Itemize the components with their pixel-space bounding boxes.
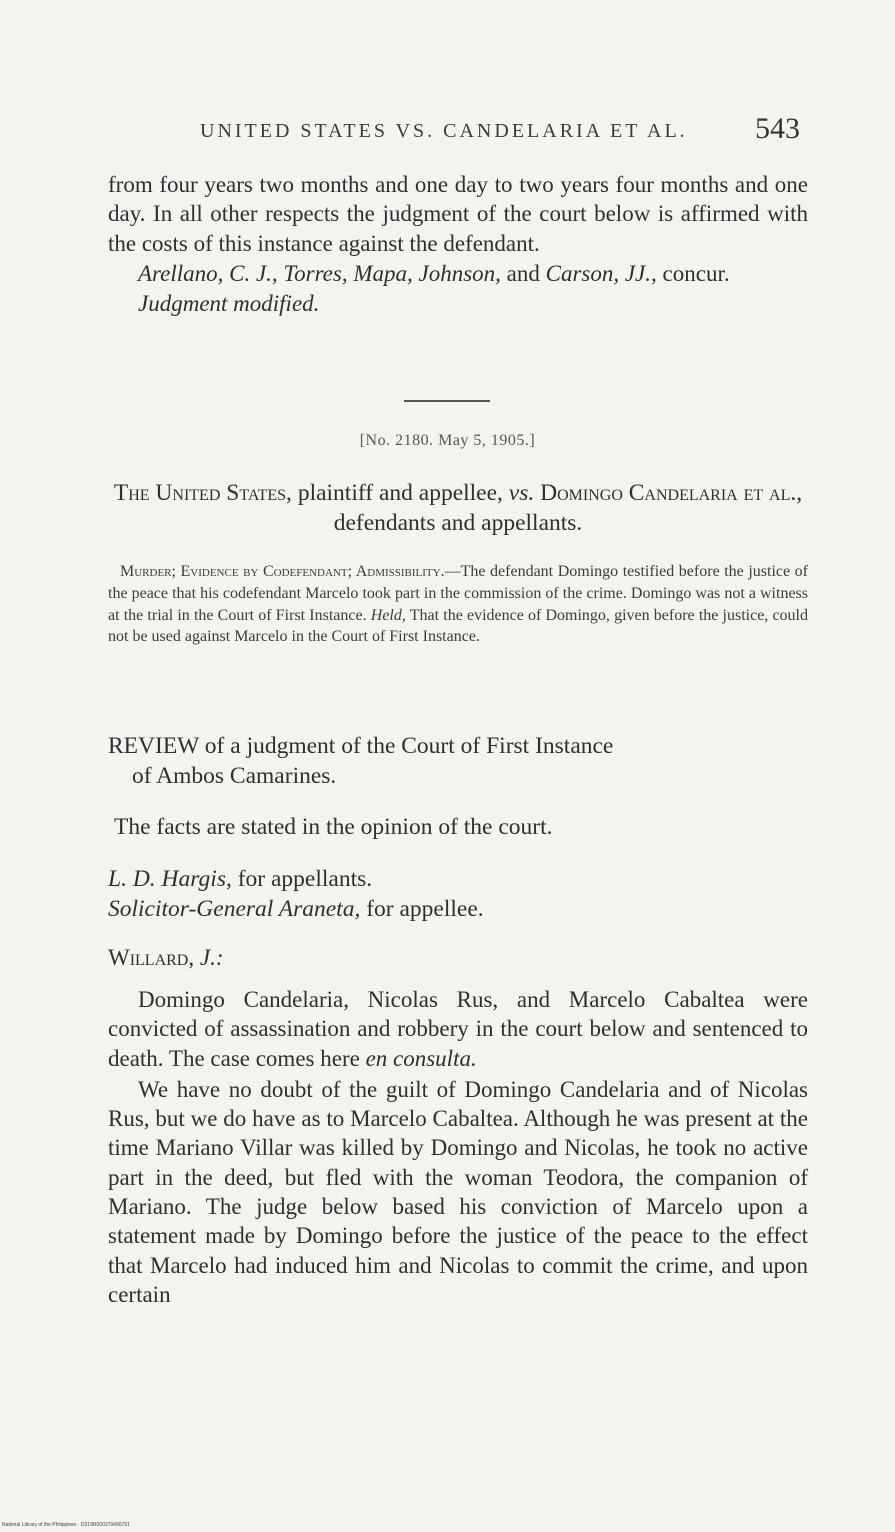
appellee-counsel-name: Solicitor-General Araneta, bbox=[108, 896, 361, 922]
opinion-author bbox=[108, 944, 808, 972]
concurring-justices: Arellano, C. J., Torres, Mapa, Johnson, bbox=[138, 260, 501, 286]
counsel-block bbox=[108, 864, 808, 924]
review-line-2: of Ambos Camarines. bbox=[132, 763, 337, 789]
appellee-counsel bbox=[108, 894, 808, 924]
caption-defendant-role: defendants and appellants. bbox=[333, 510, 583, 536]
caption-plaintiff: The United States, bbox=[113, 480, 292, 506]
running-head: UNITED STATES VS. CANDELARIA ET AL. bbox=[200, 120, 688, 142]
concur-and: and bbox=[506, 260, 540, 286]
justice-title: J.: bbox=[199, 945, 224, 970]
page-header bbox=[200, 112, 800, 152]
opinion-body bbox=[108, 985, 808, 1309]
opinion-paragraph-2: We have no doubt of the guilt of Domingo Candelaria and of Nicolas Rus, but we do have as to Marcelo Cabaltea. Although he was present at the time Mariano Villar was killed by Domingo and Nicolas, he took no active part in the deed, but fled with the woman Teodora, the companion of Mariano. The judge below based his conviction of Marcelo upon a statement made by Domingo before the justice of the peace to the effect that Marcelo had induced him and Nicolas to commit the crime, and upon certain bbox=[108, 1076, 808, 1307]
justice-name: Willard, bbox=[108, 945, 195, 970]
scan-footer: National Library of the Philippines · D319R000279490791 bbox=[2, 1522, 130, 1528]
facts-statement: The facts are stated in the opinion of the court. bbox=[114, 814, 553, 840]
case-caption bbox=[108, 478, 808, 538]
page-number: 543 bbox=[755, 112, 800, 145]
concurrence bbox=[108, 259, 808, 288]
review-statement bbox=[108, 731, 808, 791]
review-line-1: REVIEW of a judgment of the Court of First Instance bbox=[108, 733, 614, 759]
syllabus-held: Held, bbox=[370, 606, 406, 624]
section-divider bbox=[404, 400, 490, 402]
syllabus-heading: Murder; Evidence by Codefendant; Admissibility. bbox=[120, 563, 445, 580]
opinion-paragraph-1 bbox=[108, 985, 808, 1073]
syllabus bbox=[108, 561, 808, 648]
appellant-counsel-role: for appellants. bbox=[237, 866, 373, 892]
appellant-counsel bbox=[108, 864, 808, 894]
previous-case-ending bbox=[108, 170, 808, 318]
caption-defendant: Domingo Candelaria et al., bbox=[540, 480, 803, 506]
appellee-counsel-role: for appellee. bbox=[366, 896, 484, 922]
opinion-paragraph-1-text: Domingo Candelaria, Nicolas Rus, and Marcelo Cabaltea were convicted of assassination and robbery in the court below and sentenced to death. The case comes here bbox=[108, 987, 808, 1071]
syllabus-holding: That the evidence of Domingo, given before the justice, could not be used against Marcelo in the Court of First Instance. bbox=[108, 606, 809, 646]
concurring-justice-last: Carson, JJ., bbox=[545, 260, 657, 286]
syllabus-text: —The defendant Domingo testified before the justice of the peace that his codefendant Marcelo took part in the commission of the crime. Domingo was not a witness at the trial in the Court of First Instance. bbox=[108, 563, 809, 624]
appellant-counsel-name: L. D. Hargis, bbox=[108, 866, 232, 892]
disposition: Judgment modified. bbox=[138, 291, 320, 317]
en-consulta: en consulta. bbox=[365, 1045, 477, 1071]
caption-vs: vs. bbox=[508, 480, 535, 506]
previous-case-paragraph: from four years two months and one day to two years four months and one day. In all other respects the judgment of the court below is affirmed with the costs of this instance against the defendant. bbox=[108, 172, 808, 256]
caption-plaintiff-role: plaintiff and appellee, bbox=[297, 480, 503, 506]
concur-word: concur. bbox=[662, 260, 730, 286]
case-number: [No. 2180. May 5, 1905.] bbox=[359, 432, 536, 449]
